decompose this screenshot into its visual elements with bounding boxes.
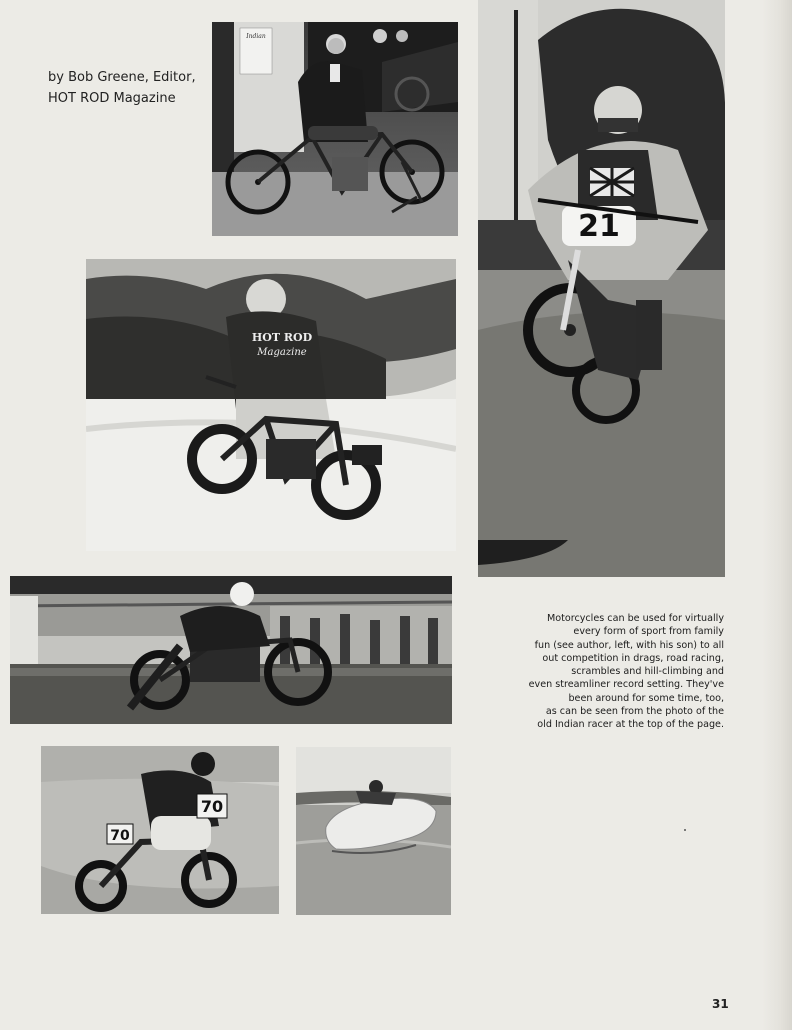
page-edge xyxy=(762,0,792,1030)
caption-line: every form of sport from family xyxy=(573,626,724,638)
byline xyxy=(48,67,196,109)
photo-scrambles xyxy=(478,0,725,577)
byline-publication: HOT ROD Magazine xyxy=(48,91,176,106)
caption-line: old Indian racer at the top of the page. xyxy=(537,719,724,731)
photo-road-racer xyxy=(41,746,279,914)
photo-trail-rider xyxy=(86,259,456,551)
caption-line: Motorcycles can be used for virtually xyxy=(546,613,724,624)
caption-line: scrambles and hill-climbing and xyxy=(571,666,724,678)
caption-line: out competition in drags, road racing, xyxy=(542,652,724,664)
photo-streamliner xyxy=(296,747,451,915)
caption-line: fun (see author, left, with his son) to all xyxy=(534,639,724,651)
poster-title: Indian xyxy=(246,33,266,40)
bib-number: 21 xyxy=(578,209,620,244)
photo-drag-racer xyxy=(10,576,452,724)
byline-author: by Bob Greene, Editor, xyxy=(48,70,196,85)
caption-line: even streamliner record setting. They've xyxy=(528,679,724,691)
jacket-text-top: HOT ROD xyxy=(251,331,313,344)
caption-line: been around for some time, too, xyxy=(568,692,724,704)
jacket-text-bottom: Magazine xyxy=(257,347,307,358)
plate-number-side: 70 xyxy=(200,797,224,816)
plate-number-front: 70 xyxy=(110,828,130,844)
caption-line: as can be seen from the photo of the xyxy=(545,706,724,718)
speck xyxy=(684,829,686,831)
photo-indian-racer xyxy=(212,22,458,236)
photo-caption xyxy=(500,612,724,732)
page-number: 31 xyxy=(712,997,729,1011)
